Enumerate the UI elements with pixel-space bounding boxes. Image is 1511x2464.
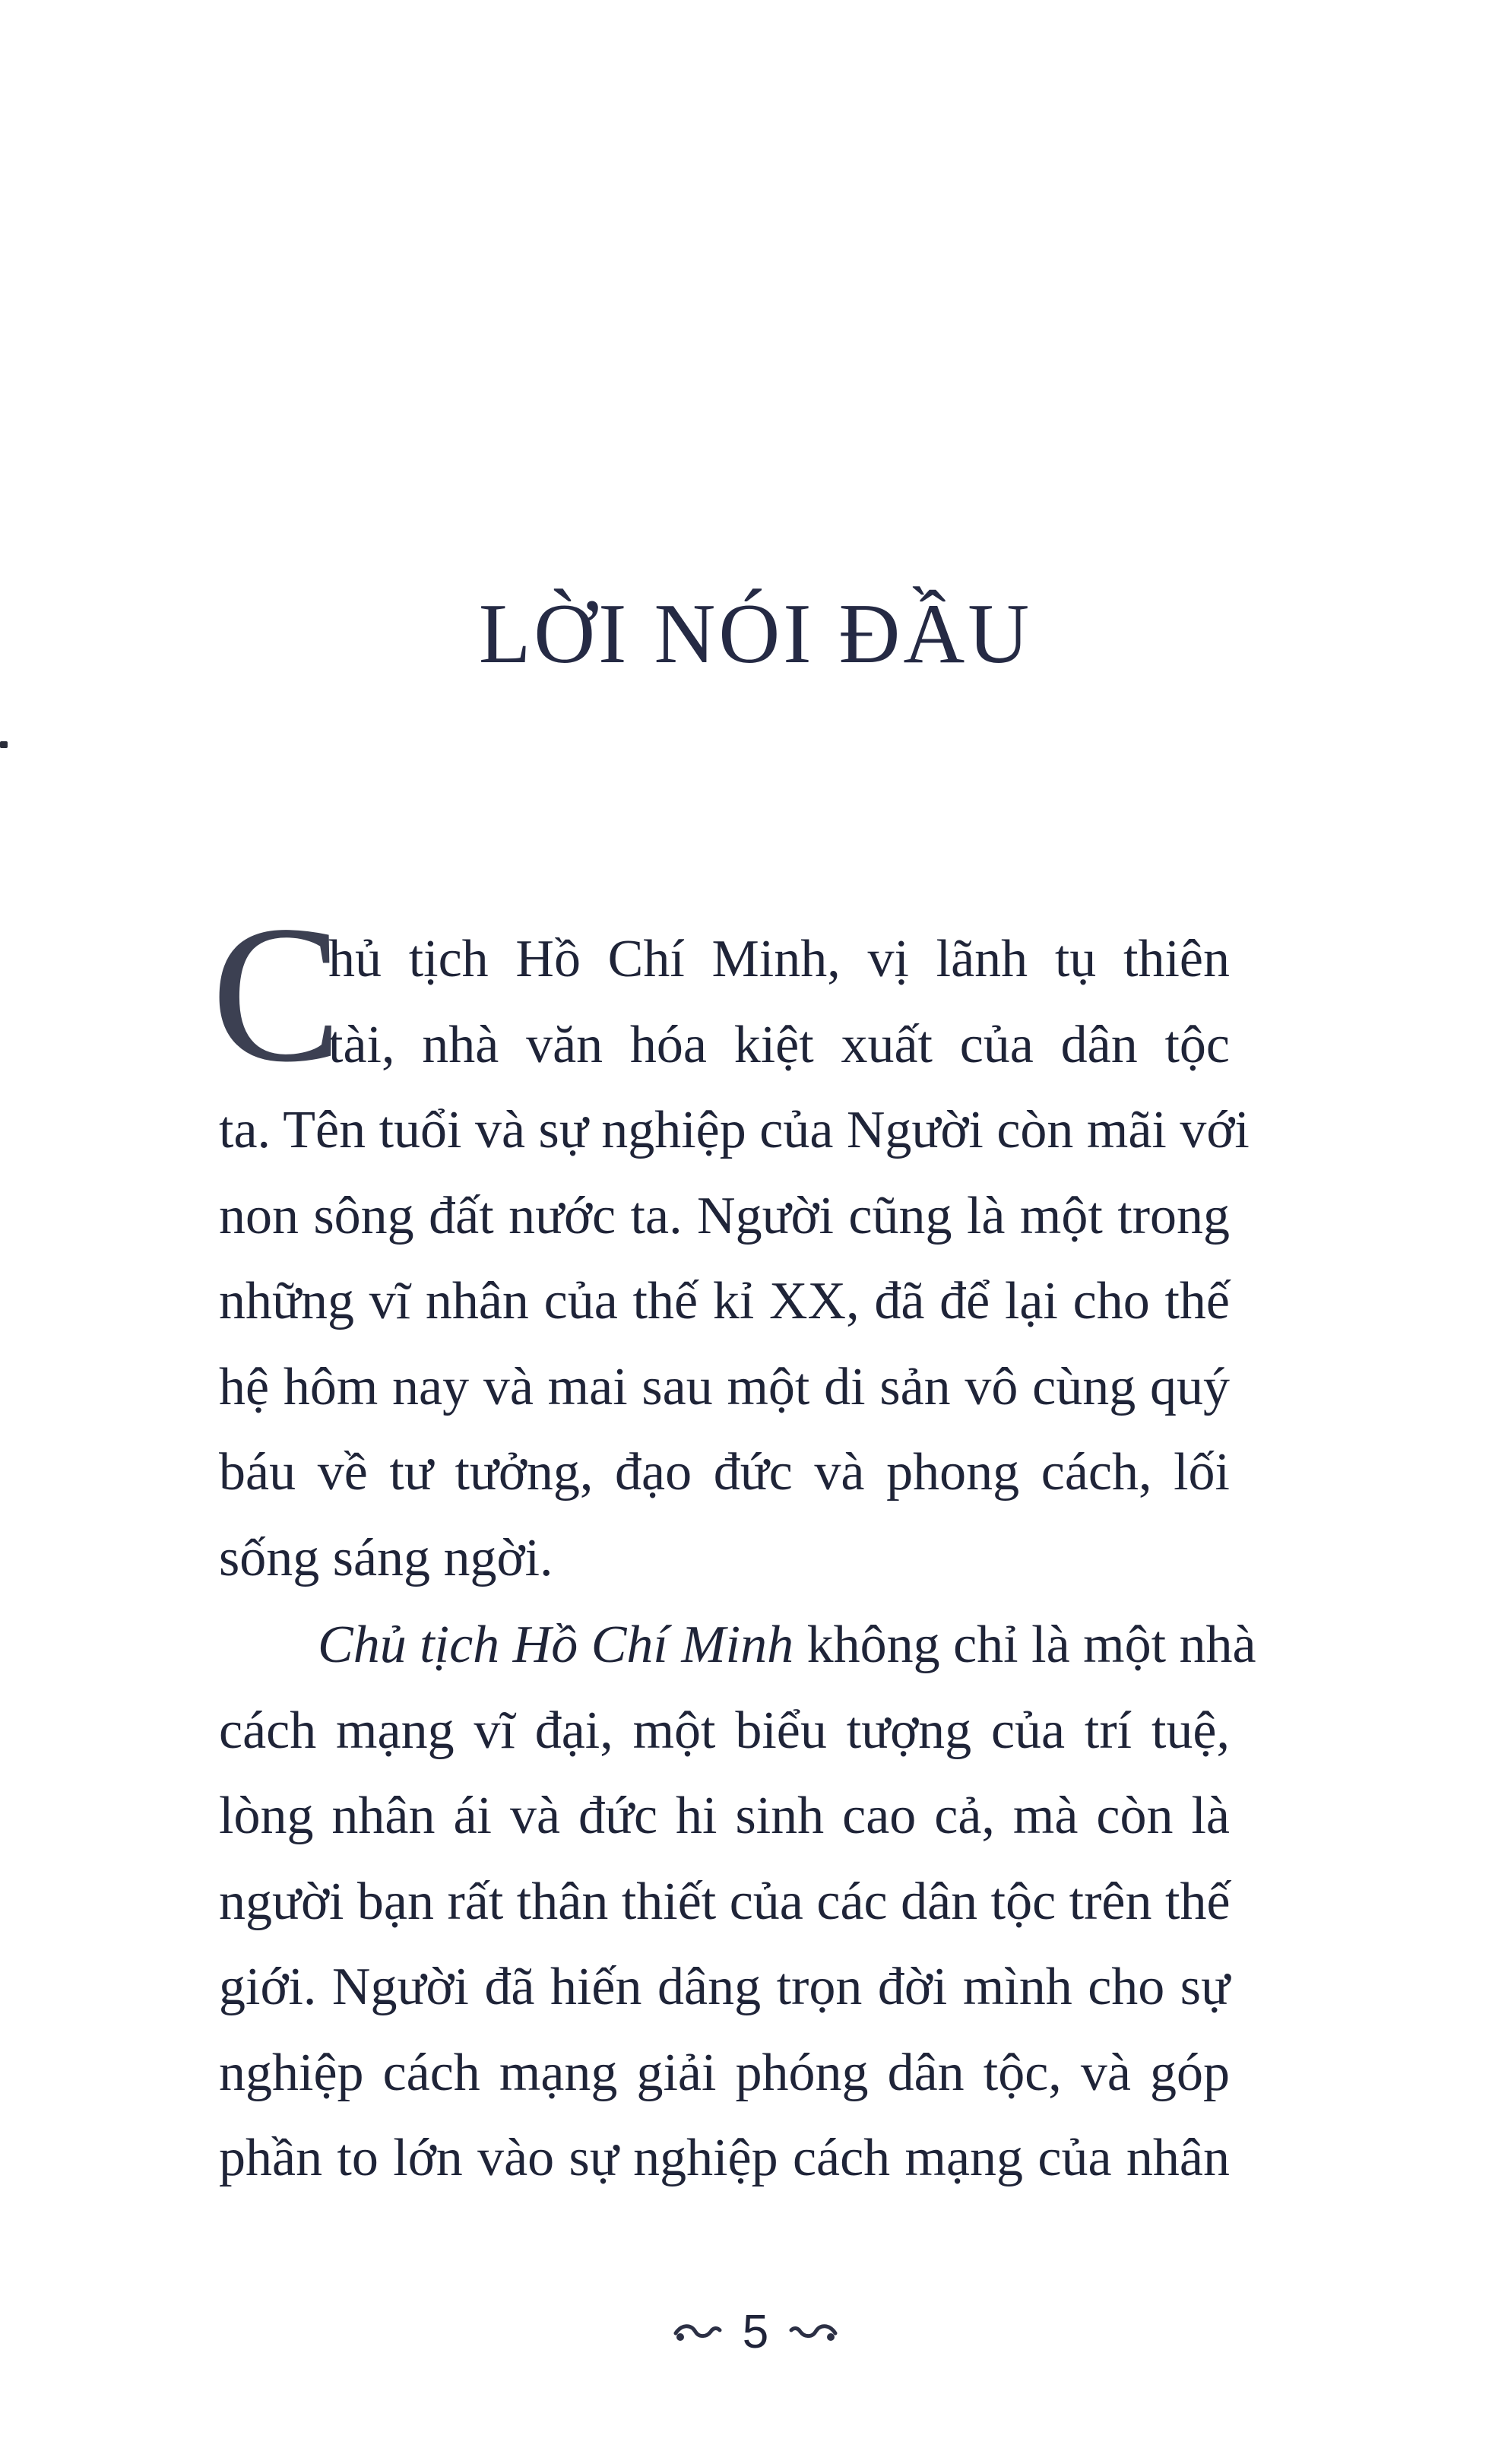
paragraph-2-line-4: người bạn rất thân thiết của các dân tộc trên thế <box>219 1872 1231 1931</box>
page-title: LỜI NÓI ĐẦU <box>478 587 1033 681</box>
paragraph-1-line-1-text: hủ tịch Hồ Chí Minh, vị lãnh tụ thiên <box>328 930 1230 988</box>
page-number: 5 <box>742 2305 769 2358</box>
paragraph-2-line-1 <box>219 1603 1256 1689</box>
page-body <box>211 885 1256 2202</box>
paragraph-1-line-3: ta. Tên tuổi và sự nghiệp của Người còn mãi với <box>219 1101 1250 1159</box>
paragraph-2-line-3: lòng nhân ái và đức hi sinh cao cả, mà còn là <box>219 1787 1230 1845</box>
paragraph-1-line-5: những vĩ nhân của thế kỉ XX, đã để lại cho thế <box>219 1272 1230 1330</box>
paragraph-1-line-4: non sông đất nước ta. Người cũng là một trong <box>219 1186 1230 1245</box>
paragraph-1-line-6: hệ hôm nay và mai sau một di sản vô cùng quý <box>219 1357 1230 1416</box>
swirl-left-icon <box>673 2317 726 2347</box>
drop-cap: C <box>211 885 343 1102</box>
paragraph-2-line-6: nghiệp cách mạng giải phóng dân tộc, và góp <box>219 2043 1230 2102</box>
paragraph-1 <box>211 885 1250 1601</box>
paragraph-1-line-8: sống sáng ngời. <box>219 1528 553 1587</box>
paragraph-2-line-7: phần to lớn vào sự nghiệp cách mạng của nhân <box>219 2129 1230 2187</box>
paragraph-1-line-7: báu về tư tưởng, đạo đức và phong cách, lối <box>219 1443 1230 1502</box>
paragraph-1-line-2: tài, nhà văn hóa kiệt xuất của dân tộc <box>328 1015 1230 1074</box>
paragraph-2-line-5: giới. Người đã hiến dâng trọn đời mình cho sự <box>219 1958 1230 2016</box>
swirl-right-icon <box>785 2317 838 2347</box>
scan-speck <box>0 741 8 748</box>
paragraph-2 <box>219 1603 1256 2202</box>
paragraph-2-line-1-rest: không chỉ là một nhà <box>794 1616 1256 1674</box>
page-footer <box>0 2298 1511 2366</box>
paragraph-2-line-2: cách mạng vĩ đại, một biểu tượng của trí tuệ, <box>219 1701 1230 1760</box>
book-title-emphasis: Chủ tịch Hồ Chí Minh <box>318 1616 794 1674</box>
